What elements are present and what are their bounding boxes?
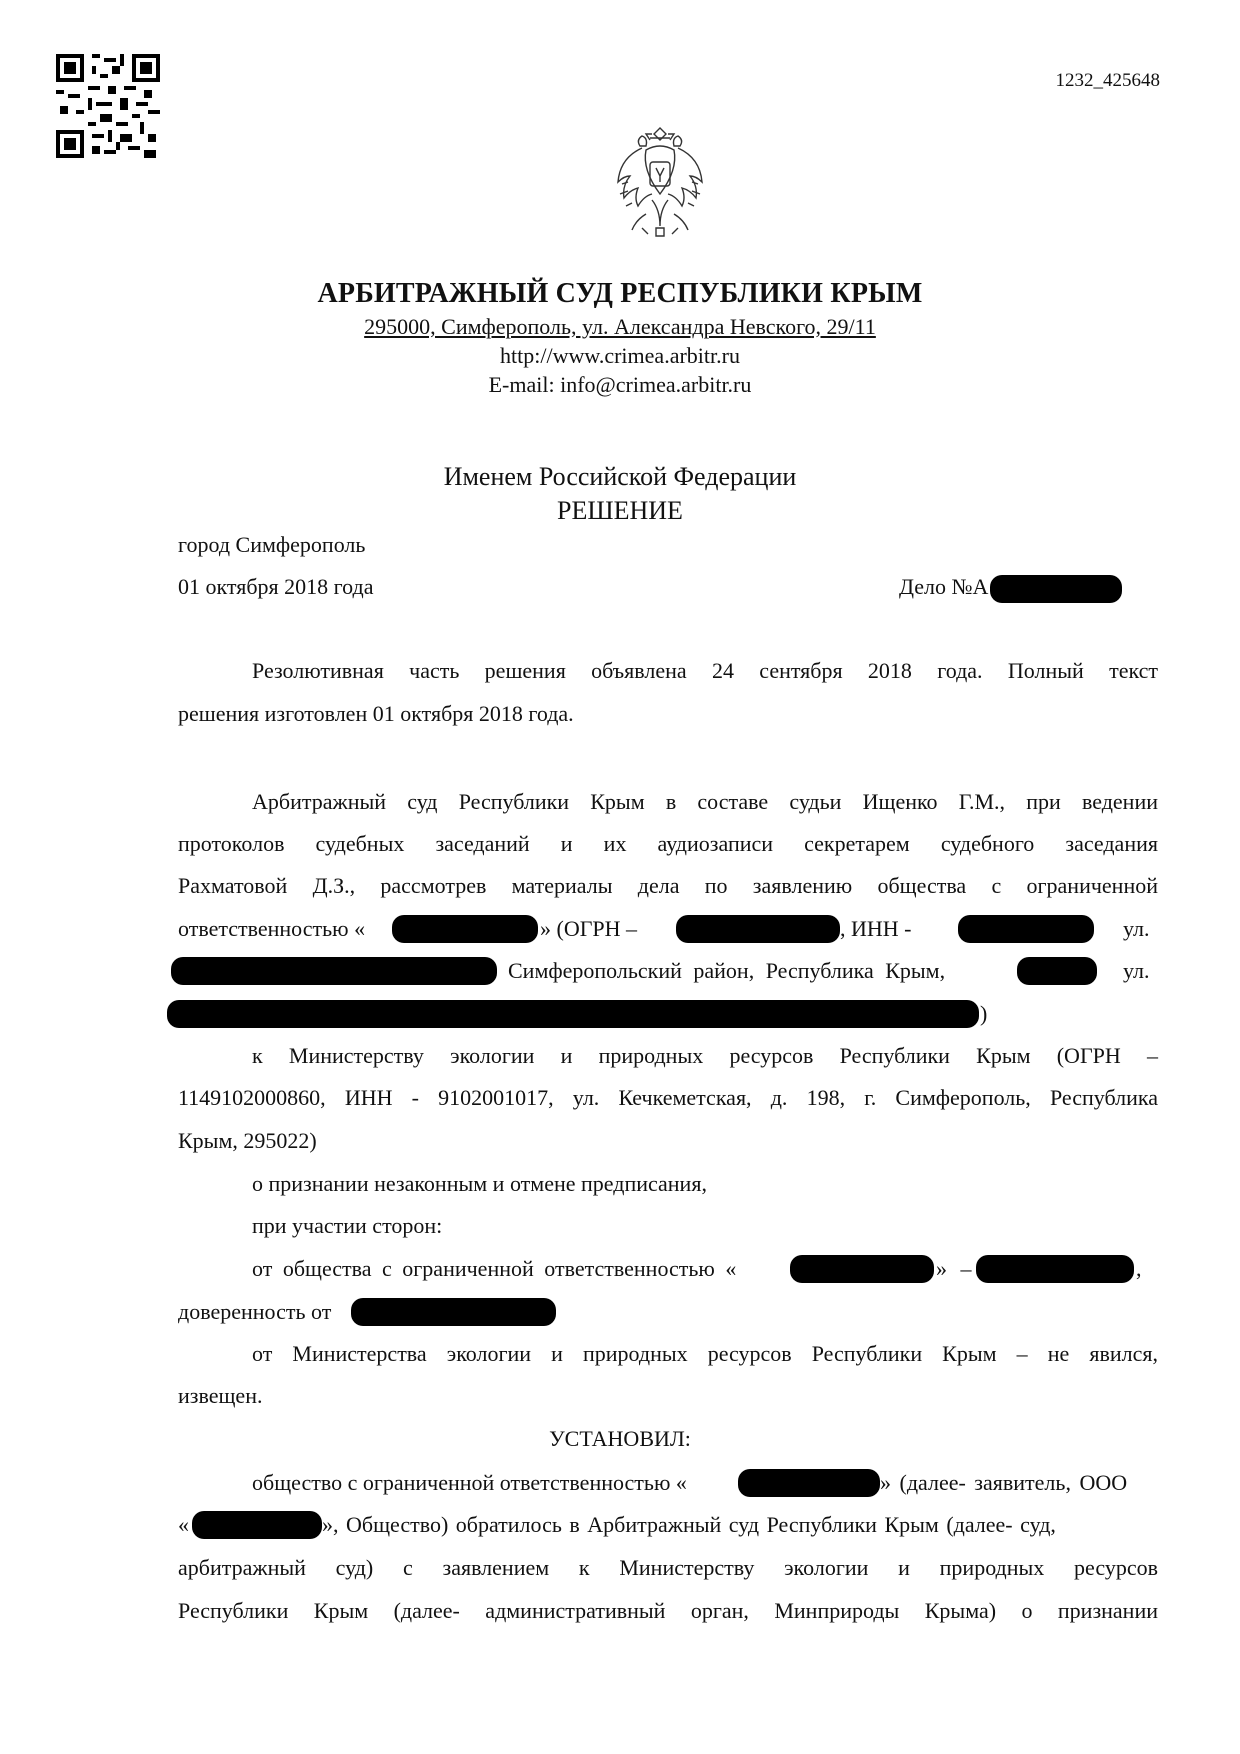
established-heading: УСТАНОВИЛ: [549, 1426, 691, 1451]
text-fragment: ответственностью « [178, 916, 366, 941]
text-fragment: общество с ограниченной ответственностью « [252, 1470, 687, 1495]
text-fragment: доверенность от [178, 1299, 332, 1324]
redaction [990, 575, 1122, 603]
in-name-heading: Именем Российской Федерации [443, 462, 797, 491]
court-address [0, 314, 1240, 340]
case-prefix: Дело №А [899, 574, 989, 599]
paragraph-line: о признании незаконным и отмене предписания, [252, 1171, 707, 1196]
paragraph-line: к Министерству экологии и природных ресурсов Республики Крым (ОГРН – [252, 1043, 1158, 1068]
redaction [738, 1469, 880, 1497]
decision-heading: РЕШЕНИЕ [557, 496, 683, 525]
text-fragment: « [178, 1512, 189, 1537]
court-website: http://www.crimea.arbitr.ru [500, 343, 740, 368]
text-fragment: » (далее- заявитель, ООО [880, 1470, 1128, 1495]
paragraph-line: арбитражный суд) с заявлением к Министерству экологии и природных ресурсов [178, 1555, 1158, 1580]
paragraph-line: Крым, 295022) [178, 1128, 317, 1153]
text-fragment: , ИНН - [840, 916, 912, 941]
text-fragment: ул. [1123, 916, 1150, 941]
redaction [171, 957, 497, 985]
text-fragment: » (ОГРН – [540, 916, 638, 941]
case-number [899, 574, 1122, 603]
text-fragment: » – [936, 1256, 972, 1281]
paragraph-line: от Министерства экологии и природных ресурсов Республики Крым – не явился, [252, 1341, 1158, 1366]
paragraph-line: решения изготовлен 01 октября 2018 года. [178, 701, 574, 726]
redaction [676, 915, 840, 943]
text-fragment: от общества с ограниченной ответственностью « [252, 1256, 737, 1281]
redaction [976, 1255, 1134, 1283]
redaction [351, 1298, 556, 1326]
redaction [167, 1000, 979, 1028]
redaction [790, 1255, 934, 1283]
text-fragment: Симферопольский район, Республика Крым, [508, 958, 946, 983]
text-fragment: , [1136, 1256, 1142, 1281]
decision-date: 01 октября 2018 года [178, 574, 374, 599]
paragraph-line: Рахматовой Д.З., рассмотрев материалы дела по заявлению общества с ограниченной [178, 873, 1158, 898]
court-name: АРБИТРАЖНЫЙ СУД РЕСПУБЛИКИ КРЫМ [317, 278, 923, 309]
paragraph-line: Резолютивная часть решения объявлена 24 сентября 2018 года. Полный текст [252, 658, 1158, 683]
coat-of-arms-icon [612, 124, 708, 240]
paragraph-line: Республики Крым (далее- административный орган, Минприроды Крыма) о признании [178, 1598, 1158, 1623]
text-fragment: ) [980, 1001, 988, 1026]
court-address-text: 295000, Симферополь, ул. Александра Невского, 29/11 [364, 314, 876, 339]
redaction [392, 915, 538, 943]
court-email: E-mail: info@crimea.arbitr.ru [488, 372, 752, 397]
city: город Симферополь [178, 532, 366, 557]
redaction [958, 915, 1094, 943]
paragraph-line: протоколов судебных заседаний и их аудиозаписи секретарем судебного заседания [178, 831, 1158, 856]
document-id: 1232_425648 [1055, 70, 1160, 91]
paragraph-line: при участии сторон: [252, 1213, 443, 1238]
text-fragment: ул. [1123, 958, 1150, 983]
text-fragment: », Общество) обратилось в Арбитражный суд Республики Крым (далее- суд, [322, 1512, 1056, 1537]
paragraph-line: Арбитражный суд Республики Крым в составе судьи Ищенко Г.М., при ведении [252, 789, 1158, 814]
paragraph-line: 1149102000860, ИНН - 9102001017, ул. Кечкеметская, д. 198, г. Симферополь, Республика [178, 1085, 1158, 1110]
redaction [192, 1511, 322, 1539]
paragraph-line: извещен. [178, 1383, 263, 1408]
redaction [1017, 957, 1097, 985]
